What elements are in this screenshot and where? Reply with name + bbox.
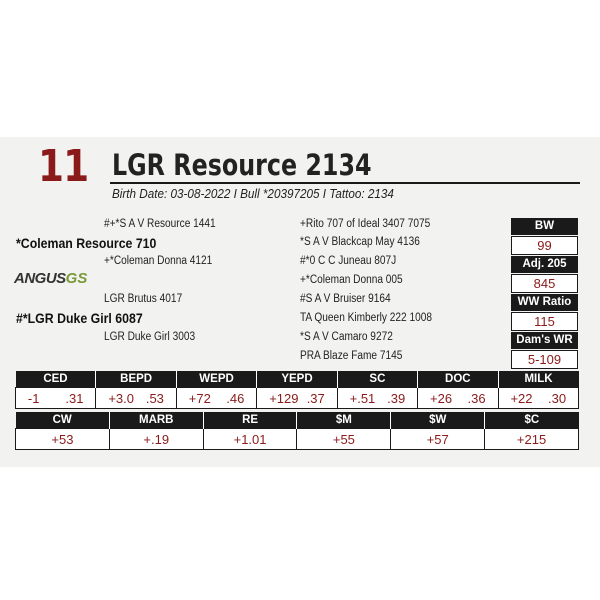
- ced-value: -1: [27, 390, 40, 406]
- milk-value: +22: [510, 390, 533, 406]
- ced-header: CED: [16, 371, 96, 388]
- milk-header: MILK: [498, 371, 578, 388]
- wepd-cell: [176, 388, 256, 409]
- re-value: +1.01: [203, 429, 297, 450]
- pedigree-g4: +*Coleman Donna 005: [300, 274, 403, 286]
- pedigree-dam-dam: LGR Duke Girl 3003: [104, 331, 196, 343]
- pedigree-g6: TA Queen Kimberly 222 1008: [300, 312, 433, 324]
- wepd-value: +72: [188, 390, 211, 406]
- lot-number: 11: [38, 141, 89, 192]
- pedigree-g5: #S A V Bruiser 9164: [300, 293, 391, 305]
- cw-header: CW: [16, 412, 110, 429]
- pedigree-g7: *S A V Camaro 9272: [300, 331, 393, 343]
- ced-cell: [16, 388, 96, 409]
- re-header: RE: [203, 412, 297, 429]
- dollar-m-value: +55: [297, 429, 391, 450]
- yepd-value: +129: [269, 390, 299, 406]
- doc-header: DOC: [418, 371, 498, 388]
- ww-ratio-value: 115: [511, 312, 578, 331]
- dams-wr-value: 5-109: [511, 350, 578, 369]
- cw-value: +53: [16, 429, 110, 450]
- dollar-w-value: +57: [391, 429, 485, 450]
- pedigree-dam: #*LGR Duke Girl 6087: [16, 310, 143, 326]
- doc-cell: [418, 388, 498, 409]
- marb-value: +.19: [109, 429, 203, 450]
- doc-value: +26: [430, 390, 453, 406]
- pedigree-sire-dam: +*Coleman Donna 4121: [104, 255, 213, 267]
- epd-header-row: [16, 371, 579, 388]
- epd-table-growth: [15, 371, 579, 409]
- bepd-value: +3.0: [108, 390, 135, 406]
- sc-accuracy: .39: [387, 390, 406, 406]
- epd-value-row: [16, 388, 579, 409]
- logo-text-accent: GS: [65, 270, 88, 287]
- pedigree-g8: PRA Blaze Fame 7145: [300, 350, 403, 362]
- epd-table-carcass: [15, 412, 579, 450]
- animal-name: LGR Resource 2134: [112, 148, 372, 182]
- adj205-label: Adj. 205: [511, 256, 578, 273]
- bw-value: 99: [511, 236, 578, 255]
- title-rule: [110, 182, 580, 184]
- carcass-header-row: [16, 412, 579, 429]
- bepd-cell: [96, 388, 176, 409]
- carcass-value-row: [16, 429, 579, 450]
- pedigree-dam-sire: LGR Brutus 4017: [104, 293, 183, 305]
- doc-accuracy: .36: [467, 390, 486, 406]
- birth-info: Birth Date: 03-08-2022 I Bull *20397205 I Tattoo: 2134: [112, 186, 394, 201]
- dollar-m-header: $M: [297, 412, 391, 429]
- yepd-accuracy: .37: [306, 390, 325, 406]
- pedigree-sire: *Coleman Resource 710: [16, 235, 157, 251]
- pedigree-g1: +Rito 707 of Ideal 3407 7075: [300, 218, 431, 230]
- bepd-accuracy: .53: [145, 390, 164, 406]
- dollar-w-header: $W: [391, 412, 485, 429]
- dollar-c-value: +215: [485, 429, 579, 450]
- wepd-header: WEPD: [176, 371, 256, 388]
- ww-ratio-label: WW Ratio: [511, 294, 578, 311]
- dams-wr-label: Dam's WR: [511, 332, 578, 349]
- pedigree-sire-sire: #+*S A V Resource 1441: [104, 218, 216, 230]
- sc-cell: [337, 388, 417, 409]
- bepd-header: BEPD: [96, 371, 176, 388]
- pedigree-g2: *S A V Blackcap May 4136: [300, 236, 420, 248]
- pedigree-g3: #*0 C C Juneau 807J: [300, 255, 397, 267]
- milk-accuracy: .30: [547, 390, 567, 406]
- adj205-value: 845: [511, 274, 578, 293]
- logo-text: ANGUS: [14, 270, 66, 287]
- dollar-c-header: $C: [485, 412, 579, 429]
- yepd-header: YEPD: [257, 371, 337, 388]
- milk-cell: [498, 388, 578, 409]
- bw-label: BW: [511, 218, 578, 235]
- ced-accuracy: .31: [65, 390, 84, 406]
- yepd-cell: [257, 388, 337, 409]
- angus-gs-logo: [14, 270, 87, 288]
- sc-header: SC: [337, 371, 417, 388]
- wepd-accuracy: .46: [226, 390, 245, 406]
- marb-header: MARB: [109, 412, 203, 429]
- sc-value: +.51: [349, 390, 376, 406]
